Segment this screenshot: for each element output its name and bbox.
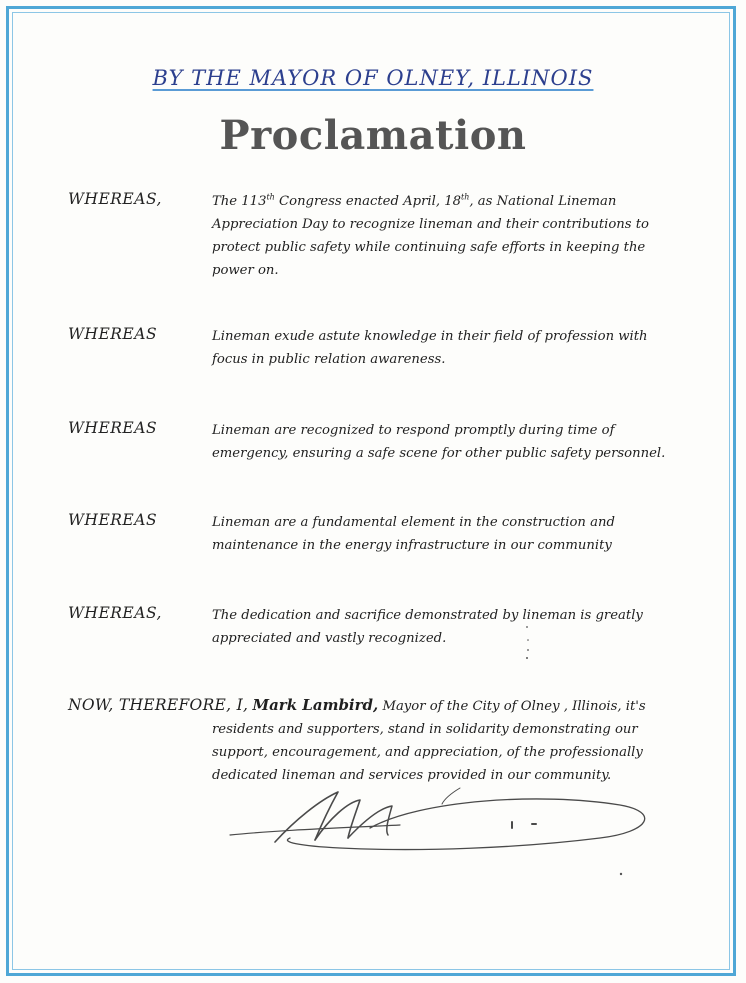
proclamation-title: Proclamation [219,112,527,159]
whereas-text: Lineman exude astute knowledge in their field of profession with focus in public relation awareness. [212,329,648,367]
whereas-text: Lineman are a fundamental element in the construction and maintenance in the energy infrastructure in our community [212,515,615,553]
whereas-keyword: WHEREAS [68,325,158,343]
whereas-text: The dedication and sacrifice demonstrated by lineman is greatly appreciated and vastly recognized. [212,608,643,646]
resolution-clause [68,694,680,787]
resolution-continuation: residents and supporters, stand in solidarity demonstrating our support, encouragement, and appreciation, of the professionally dedicated lineman and services provided in our community. [212,722,643,783]
mayor-header: BY THE MAYOR OF OLNEY, ILLINOIS [152,66,594,90]
whereas-text: The 113th Congress enacted April, 18th, as National Lineman Appreciation Day to recognize lineman and their contributions to protect public safety while continuing safe efforts in keeping the power on. [212,192,649,278]
resolution-keyword: NOW, THEREFORE, I, [68,696,249,714]
ink-speck [524,624,532,664]
resolution-line1: Mayor of the City of Olney , Illinois, it's [378,699,646,714]
whereas-text: Lineman are recognized to respond promptly during time of emergency, ensuring a safe scene for other public safety personnel. [212,423,666,461]
mayor-signature [220,780,660,890]
whereas-keyword: WHEREAS, [68,604,162,622]
ink-speck [618,870,624,878]
whereas-keyword: WHEREAS [68,511,158,529]
whereas-keyword: WHEREAS [68,419,158,437]
whereas-keyword: WHEREAS, [68,190,162,208]
mayor-name: Mark Lambird, [252,696,379,714]
